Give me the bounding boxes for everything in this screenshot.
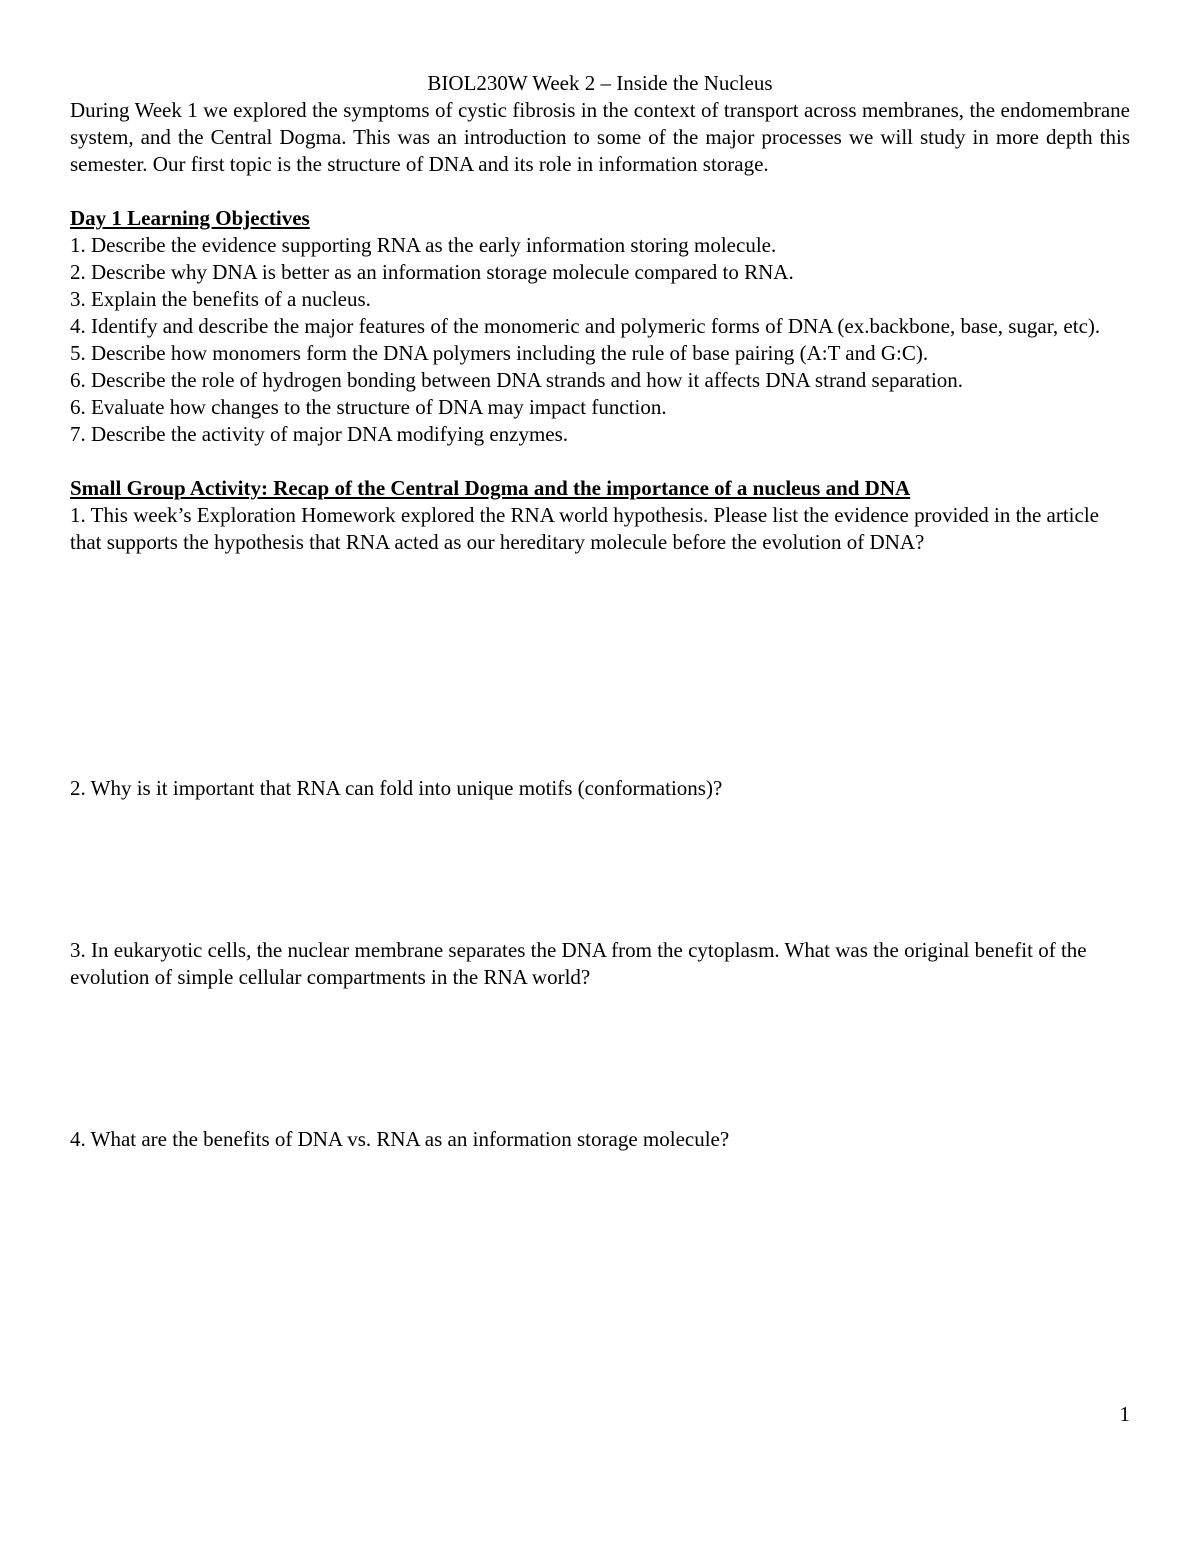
objective-item: 4. Identify and describe the major features of the monomeric and polymeric forms of DNA (ex.backbone, base, sugar, etc).: [70, 314, 1101, 338]
question-2: 2. Why is it important that RNA can fold into unique motifs (conformations)?: [70, 776, 723, 800]
page-number: 1: [1119, 1402, 1130, 1426]
objective-item: 5. Describe how monomers form the DNA polymers including the rule of base pairing (A:T and G:C).: [70, 341, 929, 365]
intro-paragraph: During Week 1 we explored the symptoms of cystic fibrosis in the context of transport across membranes, the endomembrane system, and the Central Dogma. This was an introduction to some of the major processes we will study in more depth this semester. Our first topic is the structure of DNA and its role in information storage.: [70, 98, 1130, 176]
objectives-heading: Day 1 Learning Objectives: [70, 206, 310, 230]
objective-item: 6. Evaluate how changes to the structure of DNA may impact function.: [70, 395, 667, 419]
objective-item: 1. Describe the evidence supporting RNA as the early information storing molecule.: [70, 233, 777, 257]
question-4: 4. What are the benefits of DNA vs. RNA as an information storage molecule?: [70, 1127, 730, 1151]
activity-heading: Small Group Activity: Recap of the Central Dogma and the importance of a nucleus and DNA: [70, 476, 911, 500]
objective-item: 3. Explain the benefits of a nucleus.: [70, 287, 371, 311]
objective-item: 7. Describe the activity of major DNA modifying enzymes.: [70, 422, 569, 446]
document-page: [70, 70, 1130, 1151]
spacer: [70, 178, 1130, 205]
objective-item: 2. Describe why DNA is better as an information storage molecule compared to RNA.: [70, 260, 794, 284]
question-3: 3. In eukaryotic cells, the nuclear membrane separates the DNA from the cytoplasm. What was the original benefit of the evolution of simple cellular compartments in the RNA world?: [70, 938, 1087, 989]
objective-item: 6. Describe the role of hydrogen bonding between DNA strands and how it affects DNA strand separation.: [70, 368, 964, 392]
document-title: BIOL230W Week 2 – Inside the Nucleus: [427, 71, 773, 95]
spacer: [70, 448, 1130, 475]
question-1: 1. This week’s Exploration Homework explored the RNA world hypothesis. Please list the evidence provided in the article that supports the hypothesis that RNA acted as our hereditary molecule before the evolution of DNA?: [70, 503, 1099, 554]
